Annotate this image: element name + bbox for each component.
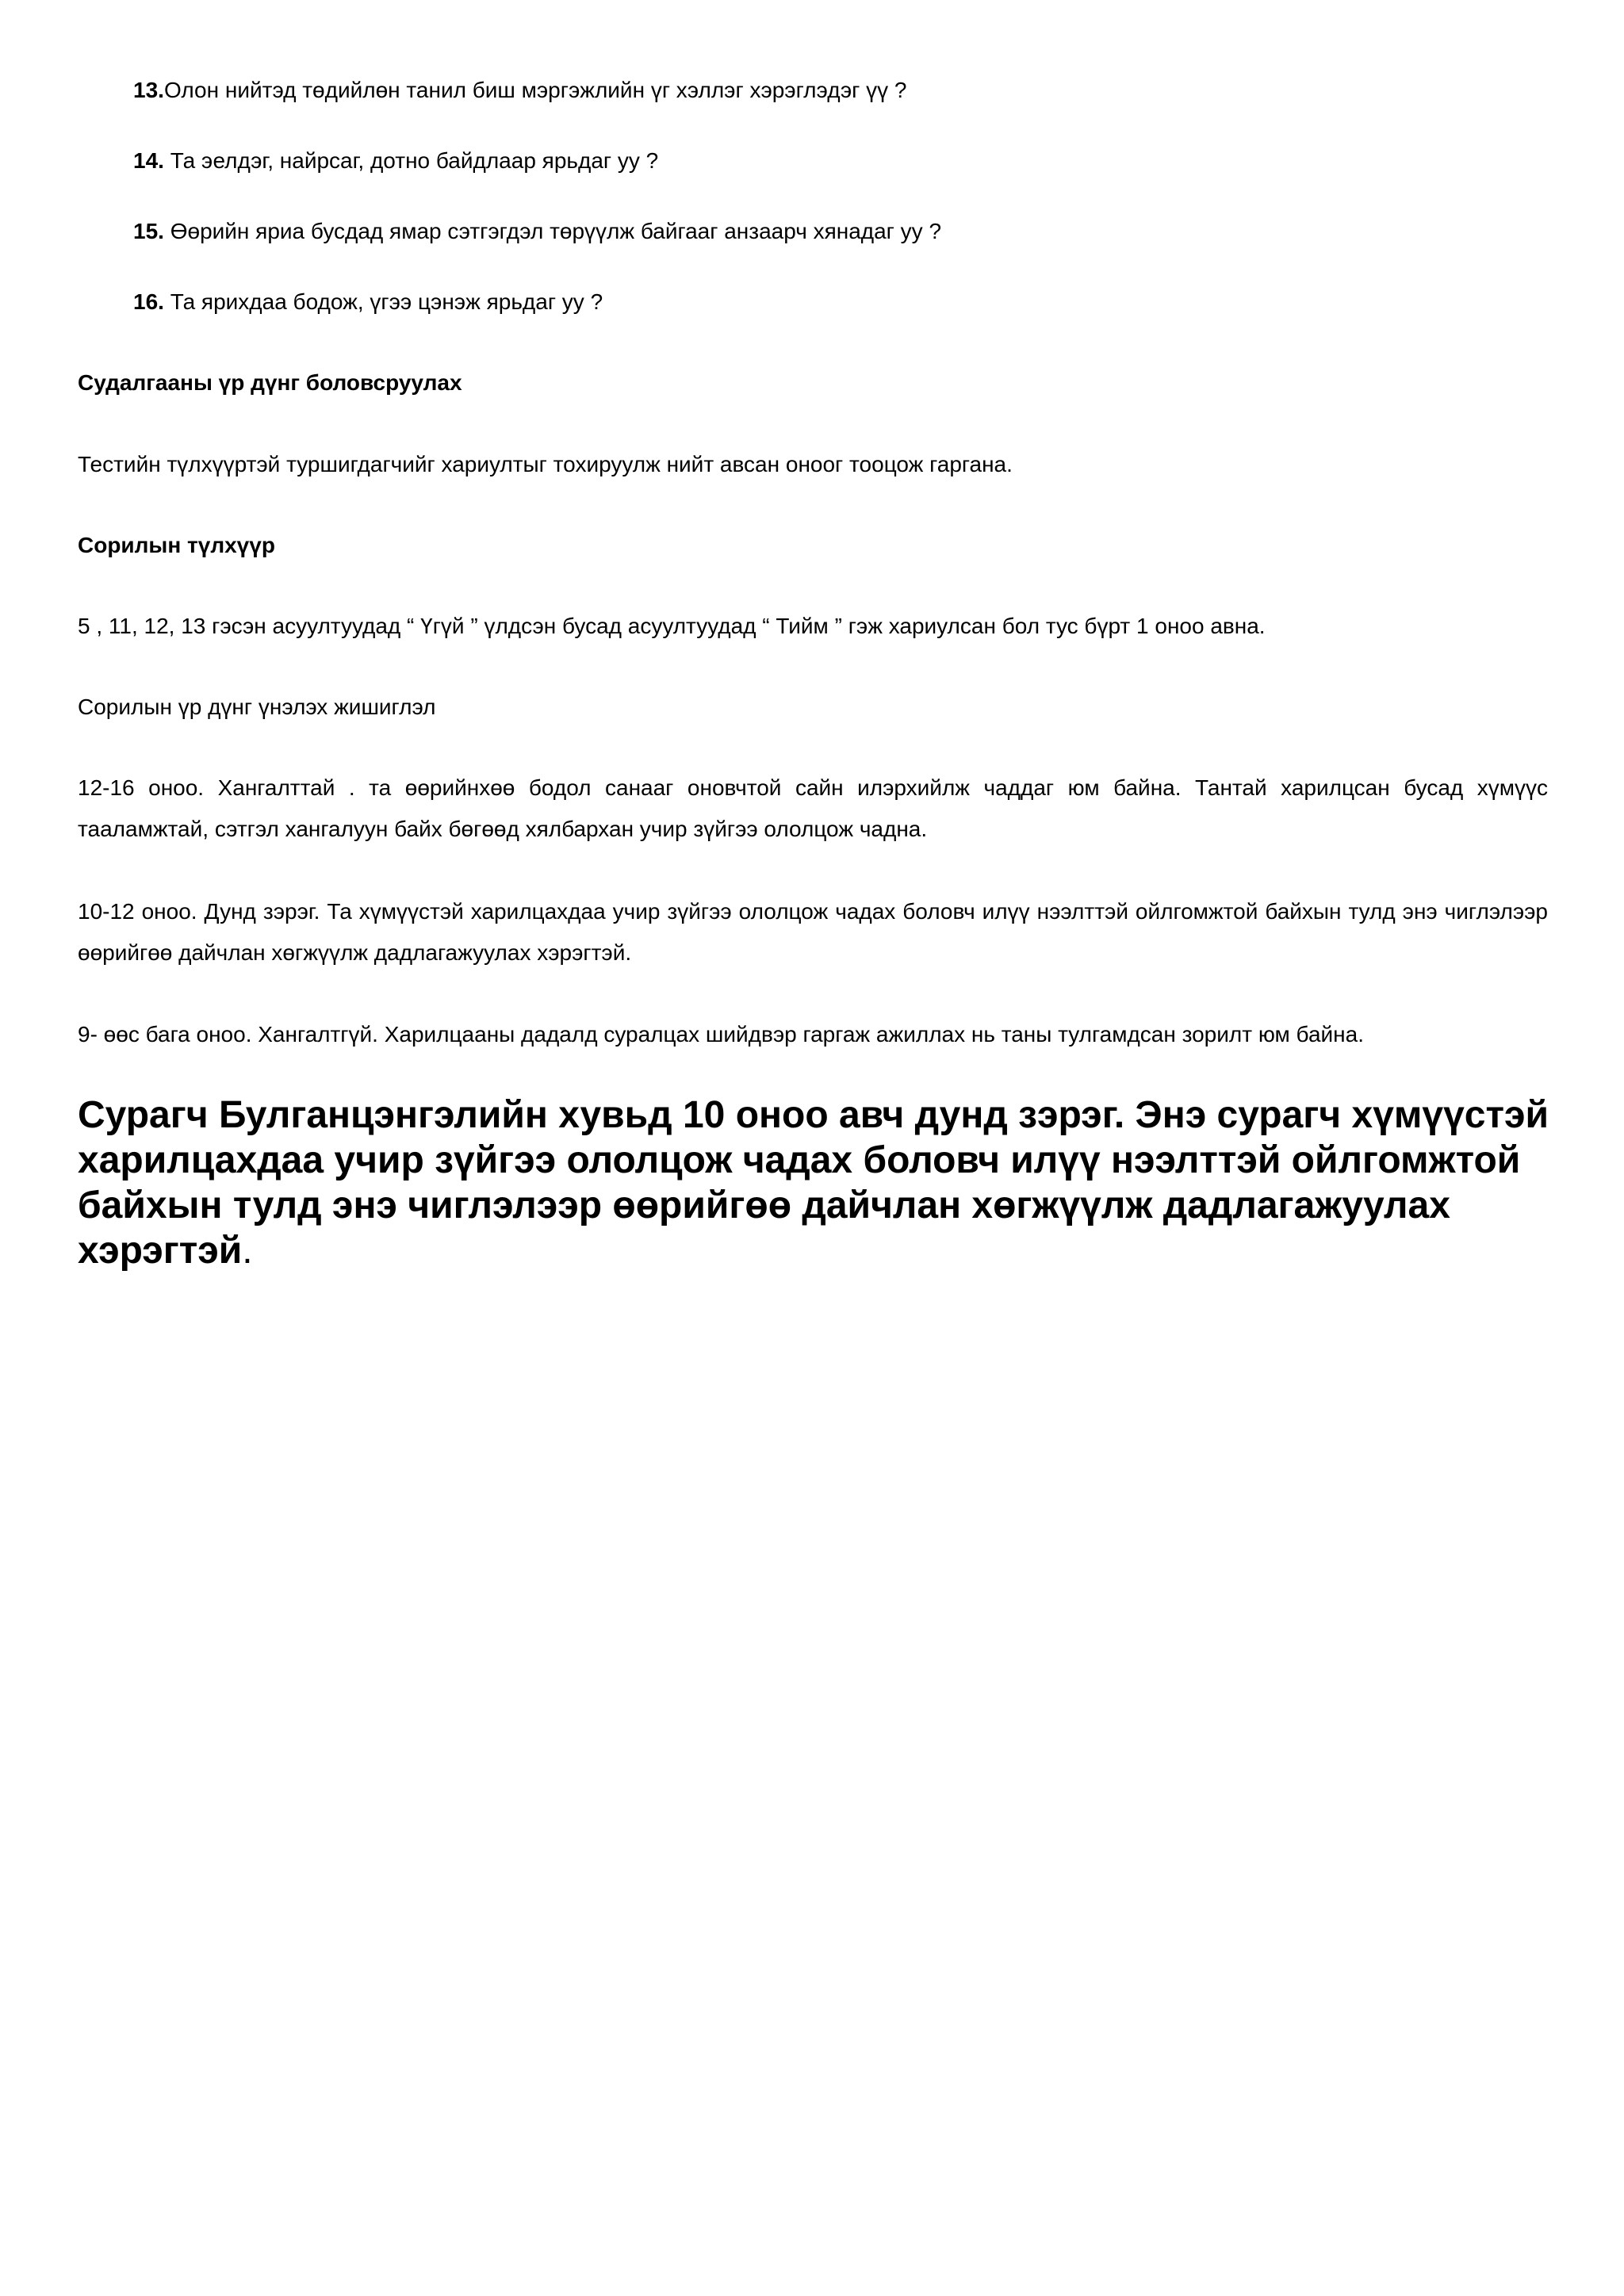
- evaluation-medium: 10-12 оноо. Дунд зэрэг. Та хүмүүстэй харилцахдаа учир зүйгээ ололцож чадах боловч илүү нээлттэй ойлгомжтой байхын тулд энэ чиглэлээр өөрийгөө дайчлан хөгжүүлж дадлагажуулах хэрэгтэй.: [78, 899, 1548, 965]
- conclusion-text: Сурагч Булганцэнгэлийн хувьд 10 оноо авч дунд зэрэг. Энэ сурагч хүмүүстэй харилцахдаа учир зүйгээ ололцож чадах боловч илүү нээлттэй ойлгомжтой байхын тулд энэ чиглэлээр өөрийгөө дайчлан хөгжүүлж дадлагажуулах хэрэгтэй: [78, 1094, 1549, 1272]
- question-14: [133, 147, 658, 175]
- question-text: Олон нийтэд төдийлөн танил биш мэргэжлийн үг хэллэг хэрэглэдэг үү ?: [163, 78, 907, 102]
- question-13: [133, 76, 906, 105]
- evaluation-heading: Сорилын үр дүнг үнэлэх жишиглэл: [78, 695, 436, 719]
- question-text: Өөрийн яриа бусдад ямар сэтгэгдэл төрүүлж байгааг анзаарч хянадаг уу ?: [163, 219, 942, 243]
- question-number: 14.: [133, 148, 164, 173]
- evaluation-high: 12-16 оноо. Хангалттай . та өөрийнхөө бодол санааг оновчтой сайн илэрхийлж чаддаг юм байна. Тантай харилцсан бусад хүмүүс тааламжтай, сэтгэл хангалуун байх бөгөөд хялбархан учир зүйгээ ололцож чадна.: [78, 775, 1548, 841]
- question-number: 16.: [133, 289, 164, 314]
- conclusion-paragraph: [78, 1093, 1553, 1273]
- evaluation-low: 9- өөс бага оноо. Хангалтгүй. Харилцааны дадалд суралцах шийдвэр гаргаж ажиллах нь таны тулгамдсан зорилт юм байна.: [78, 1022, 1364, 1047]
- conclusion-period: .: [242, 1230, 253, 1272]
- question-text: Та эелдэг, найрсаг, дотно байдлаар ярьдаг уу ?: [163, 148, 659, 173]
- question-text: Та ярихдаа бодож, үгээ цэнэж ярьдаг уу ?: [163, 289, 603, 314]
- question-16: [133, 288, 603, 316]
- key-text: 5 , 11, 12, 13 гэсэн асуултуудад “ Үгүй ” үлдсэн бусад асуултуудад “ Тийм ” гэж хариулсан бол тус бүрт 1 оноо авна.: [78, 614, 1266, 638]
- question-15: [133, 217, 941, 246]
- processing-heading: Судалгааны үр дүнг боловсруулах: [78, 370, 462, 395]
- key-heading: Сорилын түлхүүр: [78, 533, 275, 557]
- question-number: 15.: [133, 219, 164, 243]
- processing-text: Тестийн түлхүүртэй туршигдагчийг хариултыг тохируулж нийт авсан оноог тооцож гаргана.: [78, 452, 1013, 476]
- question-number: 13.: [133, 78, 164, 102]
